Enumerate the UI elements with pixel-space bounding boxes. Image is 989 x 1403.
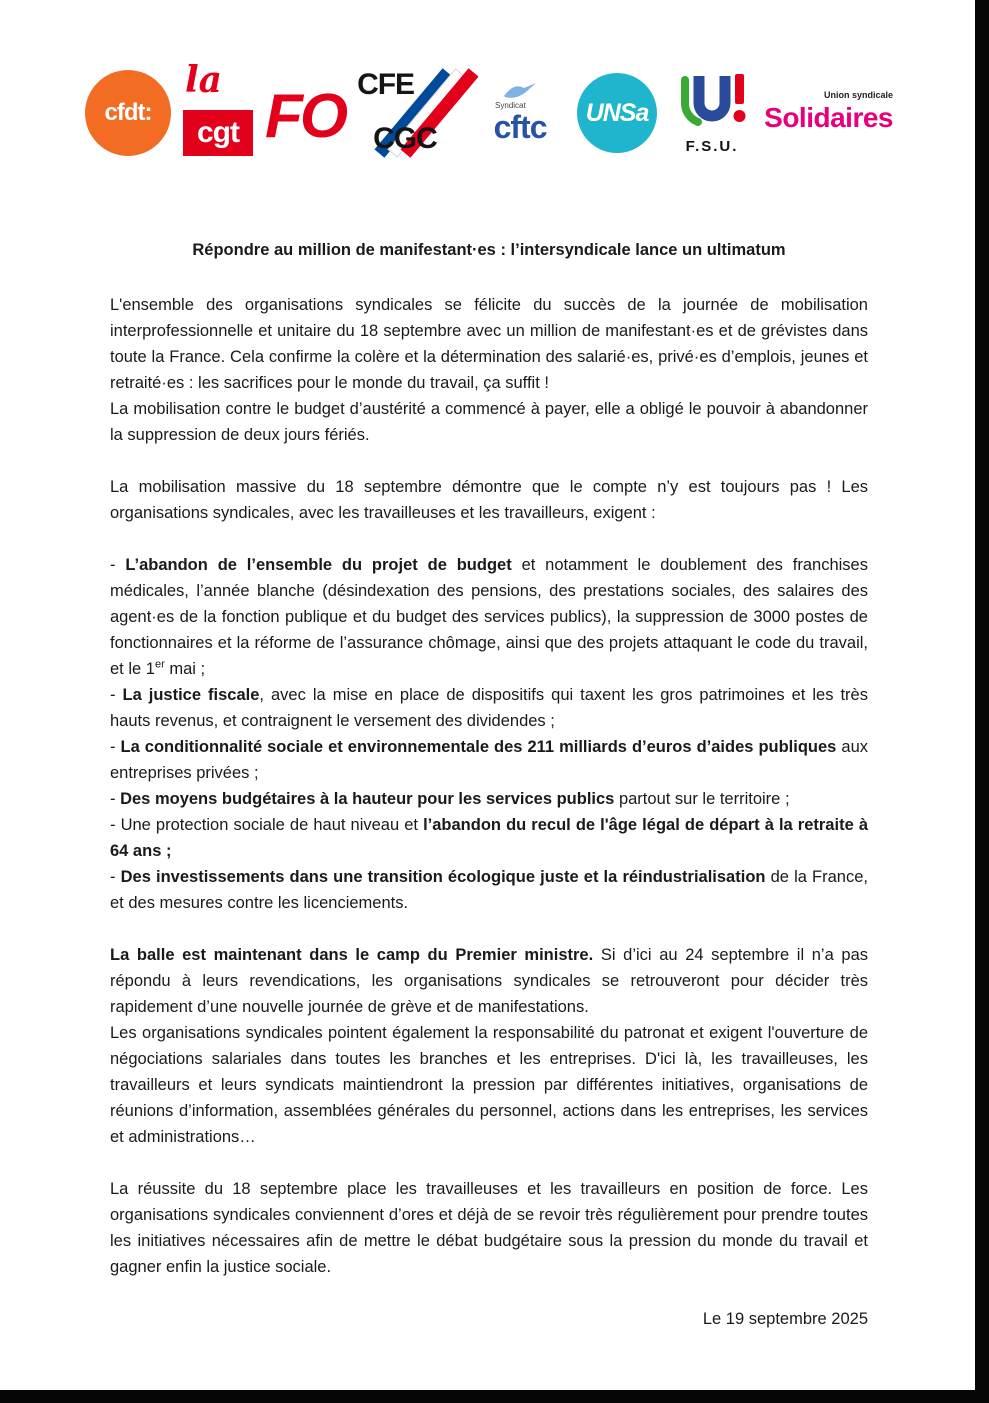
fsu-u-shape xyxy=(699,76,725,116)
fo-logo xyxy=(264,78,346,151)
patronat-paragraph: Les organisations syndicales pointent également la responsabilité du patronat et exigent l'ouverture de négociations salariales dans toutes les branches et les entreprises. D'ici là, les travailleuses, les travailleurs et leurs syndicats maintiendront la pression par différentes initiatives, organisations de réunions d’information, assemblées générales du personnel, actions dans les entreprises, les services et administrations… xyxy=(110,1024,868,1146)
cfdt-logo-text: cfdt: xyxy=(104,99,152,126)
fsu-logo xyxy=(669,72,755,155)
cftc-logo xyxy=(475,80,565,145)
fsu-exclamation-dot xyxy=(734,110,746,122)
ultimatum-text: Si d’ici au 24 septembre il n’a pas répondu à leurs revendications, les organisations syndicales se retrouveront pour décider très rapidement d’une nouvelle journée de grève et de manifestations. xyxy=(110,946,868,1016)
cgt-logo-box xyxy=(183,110,253,156)
unsa-logo-text: UNSa xyxy=(585,98,649,127)
demand-text: et notamment le doublement des franchises médicales, l’année blanche (désindexation des pensions, des prestations sociales, des salaires des agent·es de la fonction publique et du budget des services publics), la suppression de 3000 postes de fonctionnaires et la réforme de l’assurance chômage, ainsi que des projets attaquant le code du travail, et le 1 xyxy=(110,556,868,678)
demand-text: - xyxy=(110,868,121,886)
cgt-logo-script-text: la xyxy=(184,59,222,101)
dove-shape xyxy=(504,83,536,98)
demand-text: - Une protection sociale de haut niveau et xyxy=(110,816,424,834)
demand-bold-text: L’abandon de l’ensemble du projet de budget xyxy=(125,556,512,574)
fo-logo-text: FO xyxy=(264,82,346,151)
cfdt-logo xyxy=(85,70,171,156)
document-title: Répondre au million de manifestant·es : l’intersyndicale lance un ultimatum xyxy=(192,241,786,259)
scan-border-right xyxy=(975,0,989,1403)
union-logos-row xyxy=(0,0,989,168)
dove-icon xyxy=(502,80,538,100)
ultimatum-bold-text: La balle est maintenant dans le camp du Premier ministre. xyxy=(110,946,594,964)
demands-list xyxy=(110,552,868,916)
cfe-cgc-logo xyxy=(357,68,463,158)
demand-text: - xyxy=(110,738,121,756)
date-line: Le 19 septembre 2025 xyxy=(702,1310,868,1328)
intro-paragraph-2: La mobilisation contre le budget d’austérité a commencé à payer, elle a obligé le pouvoir à abandonner la suppression de deux jours fériés. xyxy=(110,400,868,444)
demand-text: aux entreprises privées ; xyxy=(110,738,868,782)
fsu-logo-caption: F.S.U. xyxy=(685,137,739,155)
mobilisation-paragraph: La mobilisation massive du 18 septembre démontre que le compte n’y est toujours pas ! Les organisations syndicales, avec les travailleuses et les travailleurs, exigent : xyxy=(110,478,868,522)
document-body xyxy=(110,292,868,1332)
demand-bold-text: La justice fiscale xyxy=(122,686,260,704)
demand-bold-text: Des moyens budgétaires à la hauteur pour les services publics xyxy=(120,790,615,808)
cftc-logo-text: cftc xyxy=(493,109,547,146)
demand-item-4 xyxy=(110,786,868,812)
demand-text: mai ; xyxy=(164,660,206,678)
cftc-logo-small-text: Syndicat xyxy=(495,101,526,111)
scan-border-bottom xyxy=(0,1390,989,1403)
demand-text: - xyxy=(110,790,121,808)
demand-text: - xyxy=(110,556,126,574)
unsa-logo xyxy=(577,73,657,153)
cfe-cgc-logo-line2: CGC xyxy=(373,122,437,155)
demand-bold-text: La conditionnalité sociale et environnementale des 211 milliards d’euros d’aides publiques xyxy=(120,738,837,756)
solidaires-logo-small-text: Union syndicale xyxy=(823,90,893,101)
cgt-logo-text: cgt xyxy=(196,116,239,149)
demand-text: , avec la mise en place de dispositifs qui taxent les gros patrimoines et les très hauts revenus, et contraignent le versement des dividendes ; xyxy=(110,686,868,730)
demand-item-6 xyxy=(110,864,868,916)
demand-text: de la France, et des mesures contre les licenciements. xyxy=(110,868,868,912)
solidaires-logo xyxy=(764,90,893,134)
demand-text: - xyxy=(110,686,123,704)
closing-paragraph: La réussite du 18 septembre place les travailleuses et les travailleurs en position de force. Les organisations syndicales conviennent d’ores et déjà de se revoir très régulièrement pour prendre toutes les initiatives nécessaires afin de mettre le débat budgétaire sous la pression du monde du travail et gagner enfin la justice sociale. xyxy=(110,1180,868,1276)
demand-bold-text: Des investissements dans une transition écologique juste et la réindustrialisation xyxy=(120,868,766,886)
demand-item-3 xyxy=(110,734,868,786)
demand-item-2 xyxy=(110,682,868,734)
demand-item-5 xyxy=(110,812,868,864)
ultimatum-paragraph xyxy=(110,942,868,1020)
intro-paragraph-1: L'ensemble des organisations syndicales se félicite du succès de la journée de mobilisation interprofessionnelle et unitaire du 18 septembre avec un million de manifestant·es et de grévistes dans toute la France. Cela confirme la colère et la détermination des salarié·es, privé·es d’emplois, jeunes et retraité·es : les sacrifices pour le monde du travail, ça suffit ! xyxy=(110,296,868,392)
demand-text: partout sur le territoire ; xyxy=(614,790,790,808)
fsu-exclamation-bar xyxy=(735,74,744,104)
demand-bold-text: l’abandon du recul de l'âge légal de départ à la retraite à 64 ans ; xyxy=(110,816,868,860)
cfe-cgc-logo-line1: CFE xyxy=(357,68,415,101)
demand-item-1 xyxy=(110,552,868,682)
fsu-mark-icon xyxy=(675,72,749,136)
solidaires-logo-text: Solidaires xyxy=(764,102,893,134)
superscript-er: er xyxy=(154,658,165,671)
cgt-logo xyxy=(183,59,253,156)
